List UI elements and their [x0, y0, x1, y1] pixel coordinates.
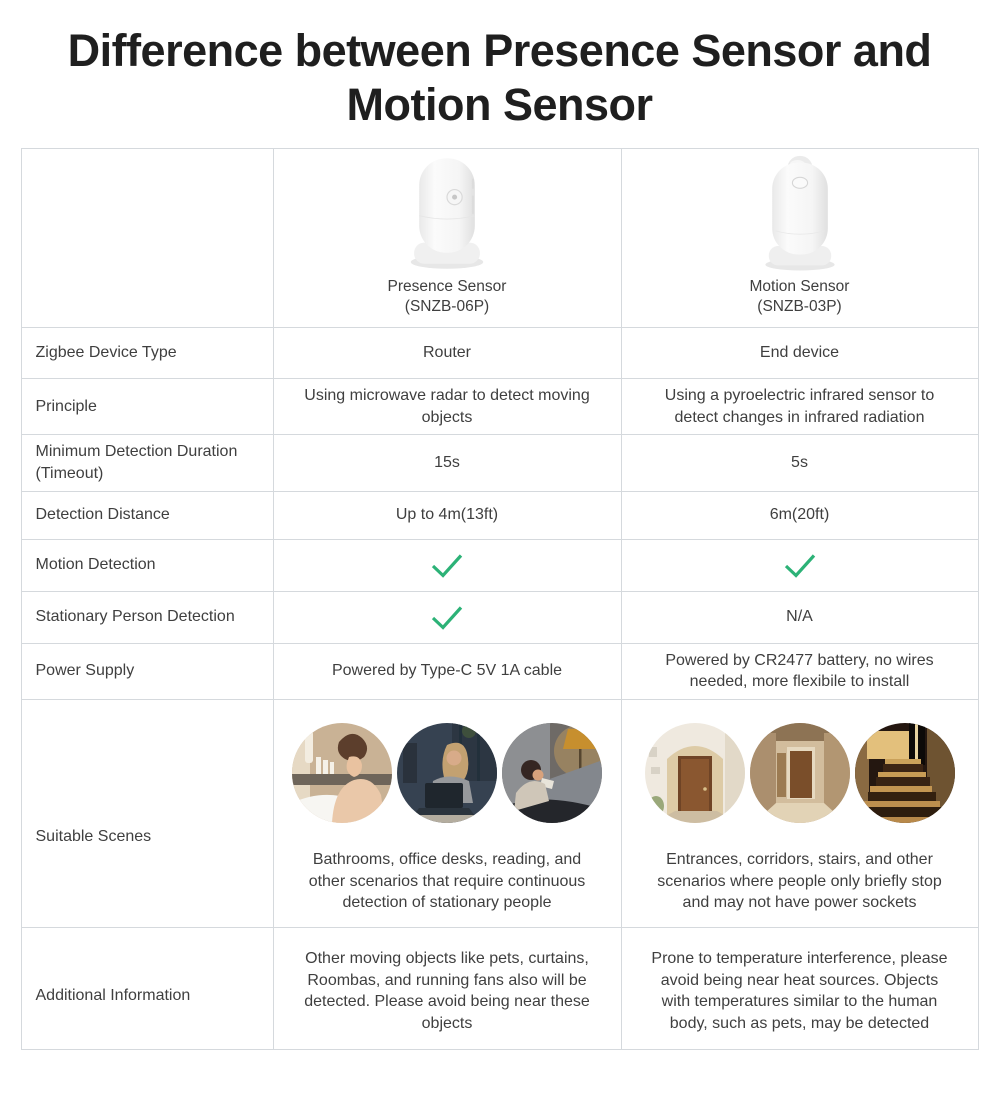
checkmark-icon: [783, 552, 817, 579]
motion-sensor-name: Motion Sensor: [749, 278, 850, 295]
row-label-zigbee: Zigbee Device Type: [21, 328, 273, 379]
motion-scene-images: [650, 723, 950, 823]
table-row-principle: [21, 379, 978, 435]
presence-sensor-model: (SNZB-06P): [404, 298, 490, 316]
table-row-additional-information: [21, 927, 978, 1049]
presence-sensor-name: Presence Sensor: [387, 278, 507, 295]
motion-additional-value: Prone to temperature interference, please avoid being near heat sources. Objects with temperatures similar to the human body, such as pets, may be detected: [621, 927, 978, 1049]
checkmark-icon: [430, 604, 464, 631]
presence-motion-detection-value: [273, 539, 621, 591]
motion-sensor-illustration: [735, 155, 865, 273]
scene-image-bathroom: [292, 723, 392, 823]
presence-principle-value: Using microwave radar to detect moving objects: [273, 379, 621, 435]
scene-image-corridor: [750, 723, 850, 823]
row-label-additional: Additional Information: [21, 927, 273, 1049]
presence-duration-value: 15s: [273, 435, 621, 491]
motion-duration-value: 5s: [621, 435, 978, 491]
table-row-minimum-detection-duration: [21, 435, 978, 491]
comparison-table: [21, 148, 979, 1050]
row-label-principle: Principle: [21, 379, 273, 435]
motion-scenes-cell: [621, 699, 978, 927]
presence-distance-value: Up to 4m(13ft): [273, 491, 621, 539]
row-label-stationary: Stationary Person Detection: [21, 591, 273, 643]
motion-sensor-header: [621, 149, 978, 328]
presence-scene-images: [302, 723, 593, 823]
table-row-suitable-scenes: [21, 699, 978, 927]
row-label-power: Power Supply: [21, 643, 273, 699]
motion-principle-value: Using a pyroelectric infrared sensor to detect changes in infrared radiation: [621, 379, 978, 435]
scene-image-reading: [502, 723, 602, 823]
presence-power-value: Powered by Type-C 5V 1A cable: [273, 643, 621, 699]
scene-image-entrance: [645, 723, 745, 823]
presence-additional-value: Other moving objects like pets, curtains, Roombas, and running fans also will be detected. Please avoid being near these objects: [273, 927, 621, 1049]
row-label-distance: Detection Distance: [21, 491, 273, 539]
presence-sensor-illustration: [382, 155, 512, 273]
presence-scenes-cell: [273, 699, 621, 927]
presence-sensor-image: [284, 155, 611, 273]
table-header-row: [21, 149, 978, 328]
scene-image-stairs: [855, 723, 955, 823]
presence-scenes-caption: Bathrooms, office desks, reading, and other scenarios that require continuous detection of stationary people: [308, 850, 586, 912]
row-label-duration: Minimum Detection Duration (Timeout): [21, 435, 273, 491]
row-label-scenes: Suitable Scenes: [21, 699, 273, 927]
scene-image-office-desk: [397, 723, 497, 823]
table-row-detection-distance: [21, 491, 978, 539]
motion-power-value: Powered by CR2477 battery, no wires needed, more flexibile to install: [621, 643, 978, 699]
presence-sensor-header: [273, 149, 621, 328]
header-empty-cell: [21, 149, 273, 328]
page-title: Difference between Presence Sensor and Motion Sensor: [67, 25, 932, 130]
motion-sensor-image: [632, 155, 968, 273]
motion-stationary-value: N/A: [621, 591, 978, 643]
row-label-motion-detection: Motion Detection: [21, 539, 273, 591]
table-row-zigbee-device-type: [21, 328, 978, 379]
motion-distance-value: 6m(20ft): [621, 491, 978, 539]
table-row-motion-detection: [21, 539, 978, 591]
motion-sensor-model: (SNZB-03P): [757, 298, 842, 316]
presence-stationary-value: [273, 591, 621, 643]
presence-zigbee-value: Router: [273, 328, 621, 379]
table-row-power-supply: [21, 643, 978, 699]
motion-scenes-caption: Entrances, corridors, stairs, and other scenarios where people only briefly stop and may not have power sockets: [657, 850, 942, 912]
motion-motion-detection-value: [621, 539, 978, 591]
motion-zigbee-value: End device: [621, 328, 978, 379]
table-row-stationary-person-detection: [21, 591, 978, 643]
checkmark-icon: [430, 552, 464, 579]
